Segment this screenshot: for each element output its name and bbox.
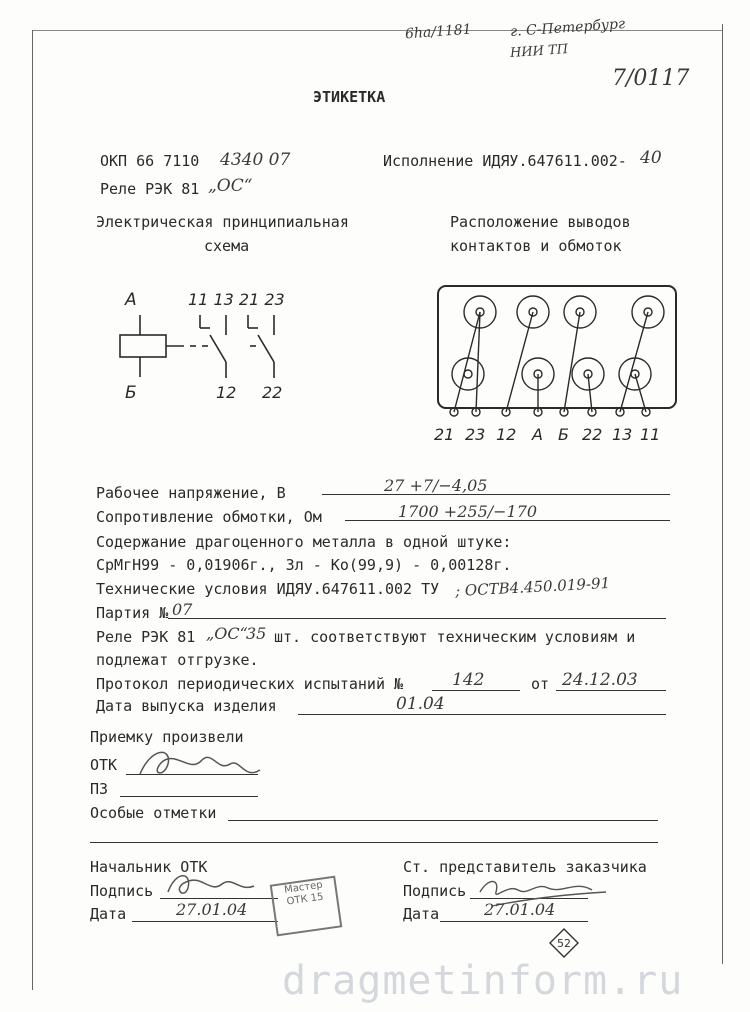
relay-label: Реле РЭК 81 [100, 180, 200, 198]
pin-label-a: А [532, 425, 543, 444]
acceptance-title: Приемку произвели [90, 728, 244, 746]
reference-number: 7/0117 [612, 66, 690, 91]
conformity-suffix: шт. соответствуют техническим условиям и [274, 628, 636, 646]
schematic-diagram [100, 280, 320, 410]
conformity-quantity: 35 [246, 624, 267, 643]
otk-label: ОТК [90, 756, 118, 774]
schematic-pin-12: 12 [216, 383, 237, 402]
metal-content-line-1: Содержание драгоценного металла в одной штуке: [96, 533, 512, 551]
pin-label-b: Б [558, 425, 569, 444]
protocol-date: 24.12.03 [562, 670, 638, 690]
pin-label-23: 23 [465, 425, 486, 444]
pin-label-13: 13 [612, 425, 633, 444]
pin-layout-diagram [430, 280, 690, 450]
pin-label-11: 11 [640, 425, 661, 444]
schematic-title-2: схема [204, 237, 250, 255]
relay-handwritten: „ОС“ [208, 176, 253, 196]
version-handwritten: 40 [640, 148, 662, 168]
special-notes-line-1 [228, 820, 658, 821]
schematic-label-a: А [125, 290, 137, 310]
frame-left-line [32, 30, 33, 990]
batch-line [168, 618, 666, 619]
tech-conditions-handwritten: ; ОСТВ4.450.019-91 [454, 573, 611, 601]
head-otk-date-value: 27.01.04 [176, 900, 248, 919]
schematic-label-b: Б [125, 383, 137, 403]
protocol-from-label: от [531, 675, 550, 693]
special-notes-label: Особые отметки [90, 804, 217, 822]
top-note-3: НИИ ТП [509, 41, 569, 62]
head-otk-sign-label: Подпись [90, 882, 154, 900]
layout-title-2: контактов и обмоток [450, 237, 622, 255]
customer-rep-date-value: 27.01.04 [484, 900, 556, 919]
pz-label: ПЗ [90, 780, 109, 798]
metal-content-line-2: СрМгН99 - 0,01906г., Зл - Ко(99,9) - 0,00128г. [96, 556, 512, 574]
schematic-pin-22: 22 [262, 383, 283, 402]
protocol-date-line [556, 690, 666, 691]
page-number: 52 [557, 937, 571, 950]
protocol-label: Протокол периодических испытаний № [96, 675, 404, 693]
customer-rep-sign-label: Подпись [403, 882, 467, 900]
customer-rep-date-label: Дата [403, 905, 440, 923]
otk-signature [132, 744, 272, 794]
version-label: Исполнение ИДЯУ.647611.002- [383, 152, 627, 170]
schematic-title-1: Электрическая принципиальная [96, 213, 349, 231]
voltage-label: Рабочее напряжение, В [96, 484, 286, 502]
document-title: ЭТИКЕТКА [313, 88, 386, 106]
top-note-1: 6ha/1181 [404, 21, 473, 43]
special-notes-line-2 [90, 842, 658, 843]
batch-value: 07 [172, 600, 193, 619]
otk-stamp: Мастер ОТК 15 [270, 876, 343, 937]
resistance-label: Сопротивление обмотки, Ом [96, 508, 322, 526]
release-date-value: 01.04 [396, 694, 445, 714]
page-number-badge [549, 928, 579, 958]
customer-rep-date-line [440, 921, 588, 922]
voltage-value: 27 +7/−4,05 [384, 476, 488, 495]
protocol-number: 142 [452, 670, 485, 690]
relay-coil [120, 335, 166, 357]
okp-code: ОКП 66 7110 [100, 152, 200, 170]
pz-signature-line [120, 796, 258, 797]
conformity-line-2: подлежат отгрузке. [96, 651, 259, 669]
frame-right-line [722, 24, 723, 964]
protocol-number-line [432, 690, 520, 691]
pin-label-12: 12 [496, 425, 517, 444]
conformity-prefix: Реле РЭК 81 [96, 628, 196, 646]
layout-title-1: Расположение выводов [450, 213, 631, 231]
tech-conditions-label: Технические условия ИДЯУ.647611.002 ТУ [96, 580, 440, 598]
pin-label-21: 21 [434, 425, 455, 444]
schematic-top-pins: 11 13 21 23 [188, 290, 285, 309]
release-date-line [298, 714, 666, 715]
batch-label: Партия № [96, 604, 169, 622]
pin-label-22: 22 [582, 425, 603, 444]
resistance-value: 1700 +255/−170 [398, 502, 538, 521]
head-otk-title: Начальник ОТК [90, 858, 208, 876]
watermark-text: dragmetinform.ru [282, 958, 684, 1004]
release-date-label: Дата выпуска изделия [96, 697, 277, 715]
voltage-line [322, 494, 670, 495]
okp-handwritten: 4340 07 [220, 150, 291, 170]
top-note-2: г. С-Петербург [509, 16, 626, 40]
head-otk-date-label: Дата [90, 905, 127, 923]
head-otk-date-line [132, 921, 278, 922]
customer-rep-title: Ст. представитель заказчика [403, 858, 647, 876]
conformity-relay-suffix: „ОС“ [206, 624, 248, 643]
